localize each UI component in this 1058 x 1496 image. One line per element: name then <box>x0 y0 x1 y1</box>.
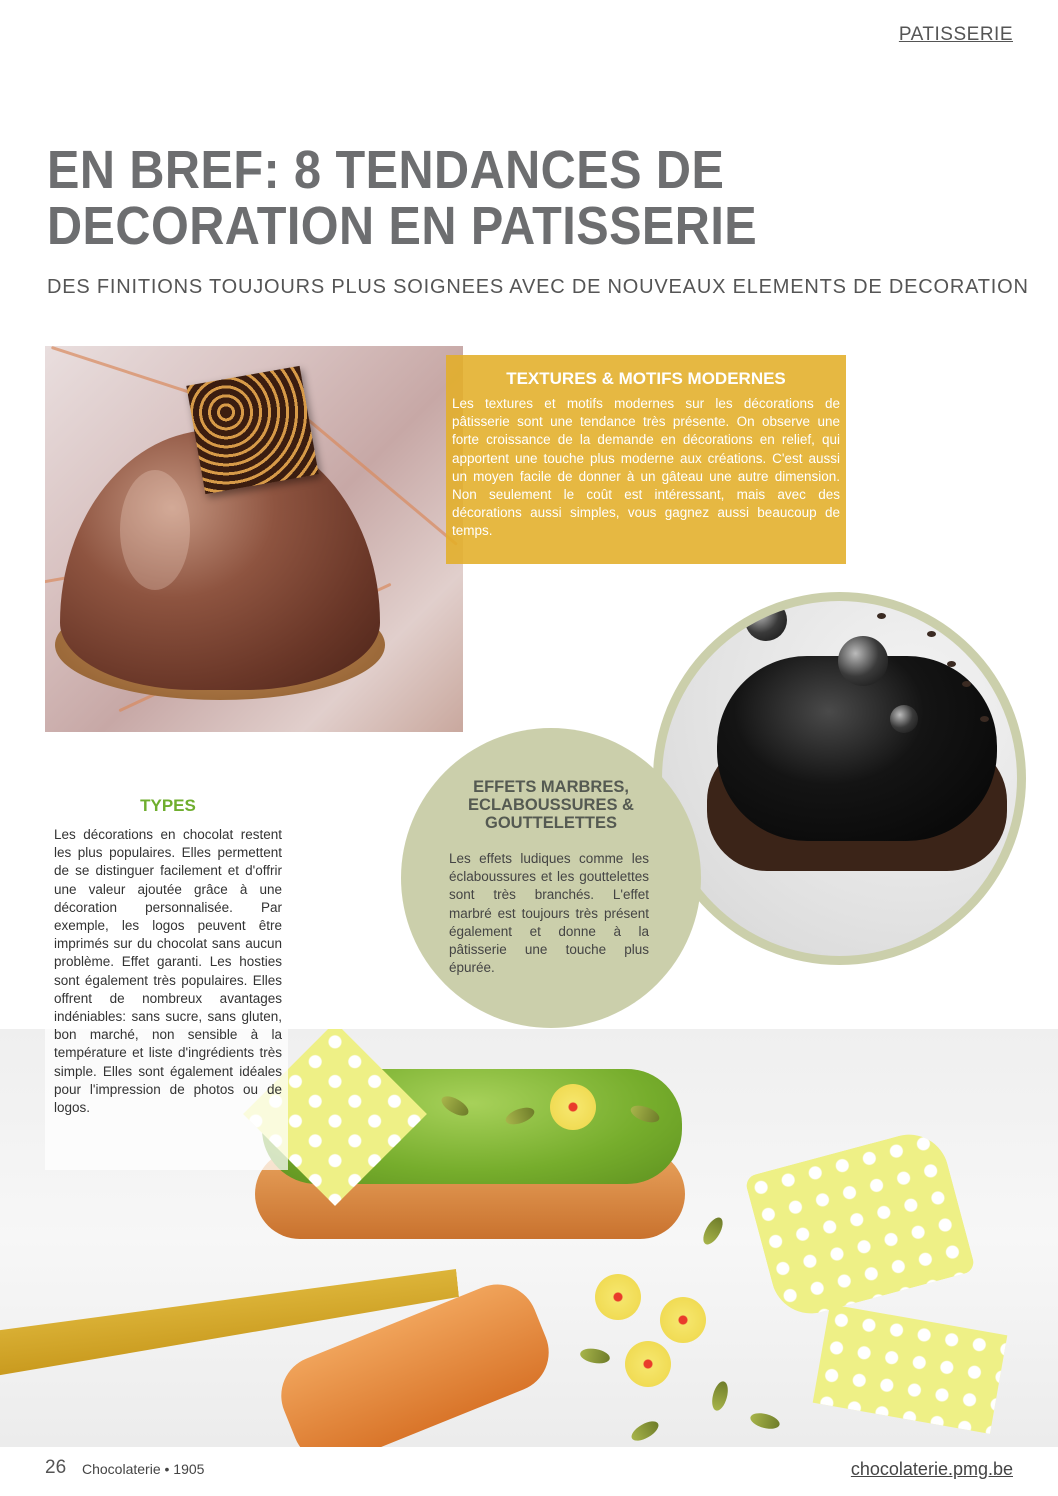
pistachio <box>579 1347 611 1366</box>
textures-box <box>446 355 846 564</box>
pistachio <box>699 1215 726 1248</box>
polka-dot-wafer-curl <box>813 1304 1008 1434</box>
types-heading: TYPES <box>140 796 196 815</box>
glazed-log-photo-inner <box>662 601 1017 956</box>
page-title: EN BREF: 8 TENDANCES DE DECORATION EN PATISSERIE <box>47 140 758 256</box>
chocolate-ball <box>745 601 787 641</box>
pistachio <box>709 1380 730 1413</box>
sugar-flower <box>660 1297 706 1343</box>
sugar-flower <box>595 1274 641 1320</box>
effets-circle <box>401 728 701 1028</box>
magazine-name: Chocolaterie • 1905 <box>82 1461 205 1477</box>
types-box <box>45 788 288 1170</box>
types-body: Les décorations en chocolat restent les plus populaires. Elles permettent de se distinguer facilement et d'offrir une valeur ajoutée grâce à une décoration personnalisée. Par exemple, les logos peuvent être imprimés sur du chocolat sans aucun problème. Effet garanti. Les hosties sont également très populaires. Elles offrent de nombreux avantages indéniables: sans sucre, sans gluten, bon marché, non sensible à la température et liste d'ingrédients très simple. Elles sont également idéales pour l'impression de photos ou de logos. <box>54 827 282 1116</box>
pistachio <box>749 1410 782 1431</box>
chocolate-ball <box>838 636 888 686</box>
website-link[interactable]: chocolaterie.pmg.be <box>850 1459 1013 1479</box>
effets-heading: EFFETS MARBRES, ECLABOUSSURES & GOUTTELETTES <box>468 778 634 832</box>
sugar-flower <box>550 1084 596 1130</box>
page-subtitle: DES FINITIONS TOUJOURS PLUS SOIGNEES AVEC DE NOUVEAUX ELEMENTS DE DECORATION <box>47 276 1029 298</box>
chocolate-plaque-decoration <box>186 366 318 494</box>
polka-dot-wafer-curl <box>744 1126 976 1323</box>
sugar-flower <box>625 1341 671 1387</box>
pistachio <box>629 1417 662 1444</box>
effets-body: Les effets ludiques comme les éclaboussures et les gouttelettes sont très branchés. L'effet marbré est toujours très présent également et donne à la pâtisserie une touche plus épurée. <box>449 851 649 976</box>
textures-heading: TEXTURES & MOTIFS MODERNES <box>506 369 786 388</box>
section-tag[interactable]: PATISSERIE <box>898 24 1013 45</box>
textures-body: Les textures et motifs modernes sur les décorations de pâtisserie sont une tendance très présente. On observe une forte croissance de la demande en décorations en relief, qui apportent une touche plus moderne aux créations. C'est aussi un moyen facile de donner à un gâteau une autre dimension. Non seulement le coût est intéressant, mais avec des décorations aussi simples, vous gagnez aussi beaucoup de temps. <box>452 396 840 539</box>
page-number: 26 <box>45 1457 67 1478</box>
chocolate-ball <box>890 705 918 733</box>
glazed-log-photo <box>653 592 1026 965</box>
dome-shine <box>120 470 190 590</box>
